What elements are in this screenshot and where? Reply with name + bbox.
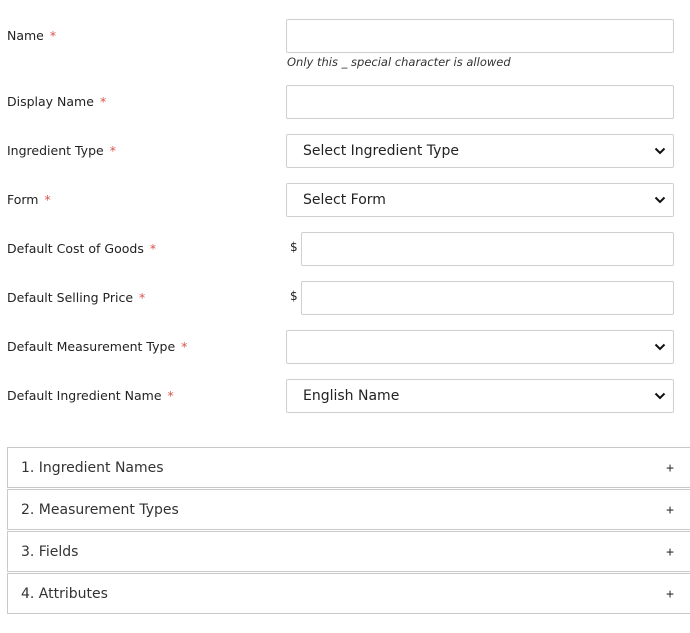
ingredient-name-selected-value: English Name [303,388,400,404]
selling-price-row [0,281,690,315]
accordion-title: 3. Fields [21,544,79,560]
ingredient-type-label: Ingredient Type * [7,143,116,158]
ingredient-name-row [0,379,690,413]
name-row [0,19,690,53]
ingredient-type-selected-value: Select Ingredient Type [303,143,459,159]
ingredient-name-label: Default Ingredient Name * [7,388,174,403]
accordion-title: 2. Measurement Types [21,502,179,518]
accordion-fields[interactable] [7,531,690,572]
required-marker: * [49,28,57,43]
required-marker: * [149,241,157,256]
form-row [0,183,690,217]
accordion-attributes[interactable] [7,573,690,614]
display-name-input[interactable] [286,85,674,119]
required-marker: * [167,388,174,403]
required-marker: * [44,192,51,207]
accordion-measurement-types[interactable] [7,489,690,530]
measurement-type-label: Default Measurement Type * [7,339,188,354]
ingredient-type-select[interactable] [286,134,674,168]
ingredient-type-row [0,134,690,168]
display-name-label: Display Name * [7,94,107,109]
required-marker: * [181,339,188,354]
form-label: Form * [7,192,51,207]
plus-icon[interactable]: + [666,461,674,476]
currency-symbol: $ [290,240,298,254]
chevron-down-icon [654,195,666,205]
name-hint: Only this _ special character is allowed [287,55,511,69]
form-selected-value: Select Form [303,192,386,208]
measurement-type-select[interactable] [286,330,674,364]
chevron-down-icon [654,146,666,156]
currency-symbol: $ [290,289,298,303]
cost-of-goods-row [0,232,690,266]
required-marker: * [139,290,146,305]
plus-icon[interactable]: + [666,587,674,602]
chevron-down-icon [654,342,666,352]
plus-icon[interactable]: + [666,545,674,560]
accordion-ingredient-names[interactable] [7,447,690,488]
accordion-title: 1. Ingredient Names [21,460,164,476]
chevron-down-icon [654,391,666,401]
section-accordion [7,447,690,615]
name-input[interactable] [286,19,674,53]
selling-price-input[interactable] [301,281,674,315]
selling-price-label: Default Selling Price * [7,290,146,305]
accordion-title: 4. Attributes [21,586,108,602]
display-name-row [0,85,690,119]
name-label: Name * [7,28,57,43]
cost-of-goods-label: Default Cost of Goods * [7,241,157,256]
measurement-type-row [0,330,690,364]
ingredient-name-select[interactable] [286,379,674,413]
plus-icon[interactable]: + [666,503,674,518]
required-marker: * [99,94,107,109]
form-select[interactable] [286,183,674,217]
required-marker: * [109,143,116,158]
cost-of-goods-input[interactable] [301,232,674,266]
